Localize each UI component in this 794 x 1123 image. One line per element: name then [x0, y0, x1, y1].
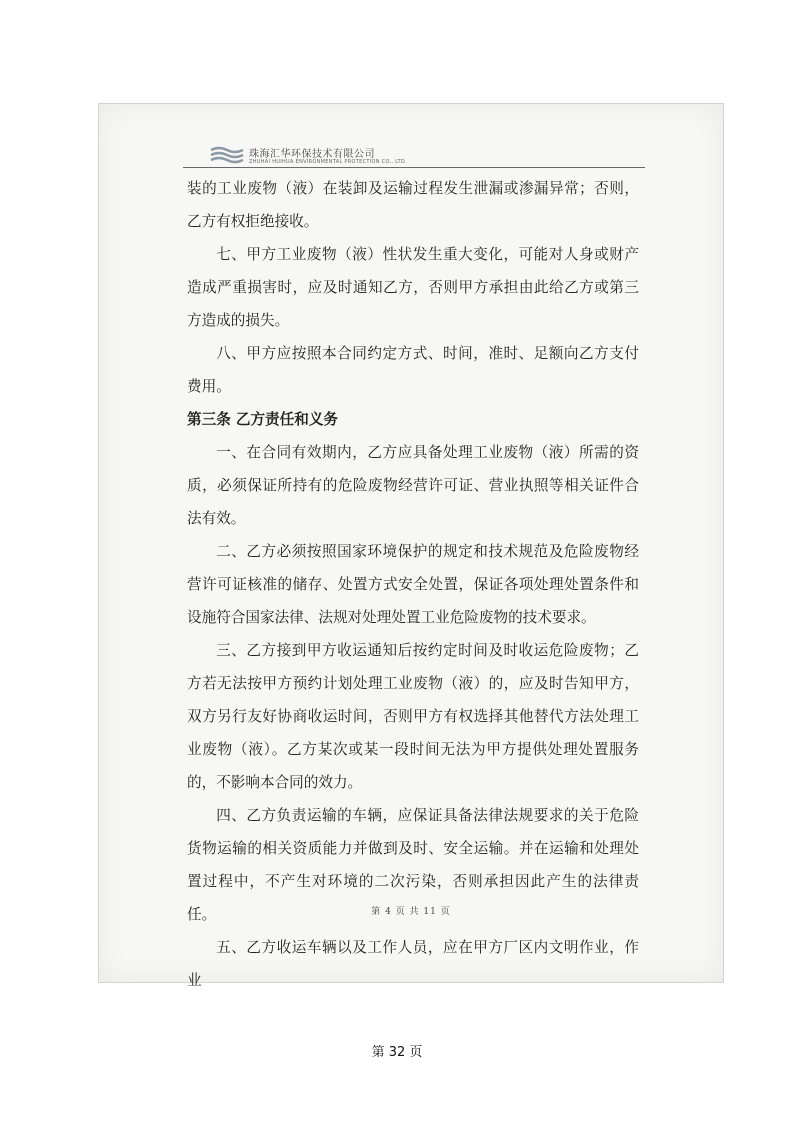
outer-page-number: 第 32 页	[371, 1045, 423, 1060]
paragraph-0: 装的工业废物（液）在装卸及运输过程发生泄漏或渗漏异常；否则，乙方有权拒绝接收。	[187, 180, 639, 230]
paragraph-5: 二、乙方必须按照国家环境保护的规定和技术规范及危险废物经营许可证核准的储存、处置方式安全处置，保证各项处理处置条件和设施符合国家法律、法规对处理处置工业危险废物的技术要求。	[187, 543, 639, 626]
company-name-en: ZHUHAI HUIHUA ENVIRONMENTAL PROTECTION CO., LTD.	[249, 159, 407, 165]
paragraph-4: 一、在合同有效期内，乙方应具备处理工业废物（液）所需的资质，必须保证所持有的危险废物经营许可证、营业执照等相关证件合法有效。	[187, 444, 639, 527]
paragraph-7: 四、乙方负责运输的车辆，应保证具备法律法规要求的关于危险货物运输的相关资质能力并做到及时、安全运输。并在运输和处理处置过程中，不产生对环境的二次污染，否则承担因此产生的法律责任。	[187, 807, 639, 923]
inner-page-number: 第 4 页 共 11 页	[371, 907, 451, 917]
document-body	[187, 172, 639, 997]
header-divider	[183, 167, 645, 168]
paragraph-1: 七、甲方工业废物（液）性状发生重大变化，可能对人身或财产造成严重损害时，应及时通知乙方，否则甲方承担由此给乙方或第三方造成的损失。	[187, 246, 639, 329]
paragraph-2: 八、甲方应按照本合同约定方式、时间，准时、足额向乙方支付费用。	[187, 345, 639, 395]
company-logo-icon	[210, 144, 244, 166]
paragraph-8: 五、乙方收运车辆以及工作人员，应在甲方厂区内文明作业，作业	[187, 939, 639, 989]
scanned-page	[98, 103, 724, 989]
paragraph-6: 三、乙方接到甲方收运通知后按约定时间及时收运危险废物；乙方若无法按甲方预约计划处理工业废物（液）的，应及时告知甲方，双方另行友好协商收运时间，否则甲方有权选择其他替代方法处理工业废物（液）。乙方某次或某一段时间无法为甲方提供处理处置服务的，不影响本合同的效力。	[187, 642, 639, 791]
section-heading: 第三条 乙方责任和义务	[187, 411, 339, 428]
company-name-cn: 珠海汇华环保技术有限公司	[249, 149, 375, 160]
